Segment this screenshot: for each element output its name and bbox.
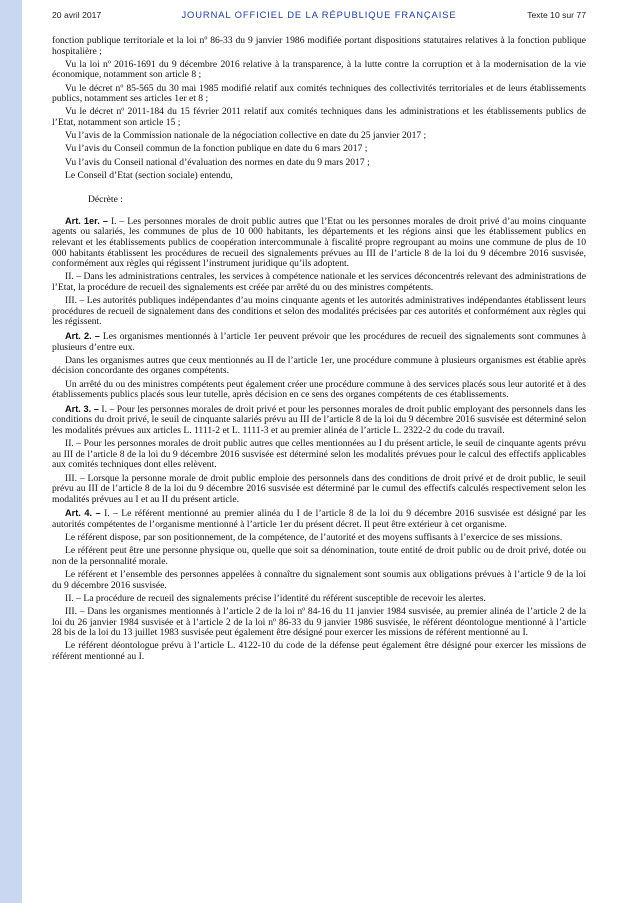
visa-paragraph: Vu le décret nº 85-565 du 30 mai 1985 modifié relatif aux comités techniques des collectivités territoriales et de leurs établissements publics, notamment ses articles 1er et 8 ; xyxy=(52,82,586,105)
visa-paragraph: Vu l’avis du Conseil commun de la fonction publique en date du 6 mars 2017 ; xyxy=(65,143,368,155)
paragraph: fonction publique territoriale et la loi nº 86-33 du 9 janvier 1986 modifiée portant dispositions statutaires relatives à la fonction publique hospitalière ; xyxy=(52,35,586,57)
article-paragraph: II. – Pour les personnes morales de droit public autres que celles mentionnées au I du présent article, le seuil de cinquante agents prévu au III de l’article 8 de la loi du 9 décembre 2016 susvisée est déterminé selon les modalités prévues pour le calcul des effectifs applicables aux comités techniques dont elles relèvent. xyxy=(52,438,586,471)
article-paragraph: Le référent peut être une personne physique ou, quelle que soit sa dénomination, toute entité de droit public ou de droit privé, dotée ou non de la personnalité morale. xyxy=(52,545,586,567)
left-margin-bar xyxy=(0,0,22,903)
page-header xyxy=(52,10,586,24)
visa-paragraph: Le Conseil d’Etat (section sociale) entendu, xyxy=(65,169,233,181)
article-text: I. – Le référent mentionné au premier alinéa du I de l’article 8 de la loi du 9 décembre 2016 susvisée est désigné par les autorités compétentes de l’organisme mentionné à l’article 1er du présent décret. Il peut être extérieur à cet organisme. xyxy=(52,508,587,530)
article-paragraph: Dans les organismes autres que ceux mentionnés au II de l’article 1er, une procédure commune à plusieurs organismes est établie après décision concordante des organes compétents. xyxy=(52,354,586,377)
article-paragraph: III. – Dans les organismes mentionnés à l’article 2 de la loi nº 84-16 du 11 janvier 1984 susvisée, au premier alinéa de l’article 2 de la loi du 26 janvier 1984 susvisée et à l’article 2 de la loi nº 86-33 du 9 janvier 1986 susvisée, le référent déontologue mentionné à l’article 28 bis de la loi du 13 juillet 1983 susvisée peut également être désigné pour exercer les missions de référent mentionné au I. xyxy=(52,606,586,639)
header-date: 20 avril 2017 xyxy=(52,10,102,20)
article-title: Art. 2. – xyxy=(65,331,100,341)
article-paragraph: III. – Lorsque la personne morale de droit public emploie des personnels dans des conditions de droit privé et de droit public, le seuil prévu au III de l’article 8 de la loi du 9 décembre 2016 susvisée est déterminé par le cumul des effectifs calculés respectivement selon les modalités prévues au I et au II du présent article. xyxy=(52,472,586,505)
article-text: I. – Pour les personnes morales de droit privé et pour les personnes morales de droit public employant des personnels dans les conditions du droit privé, le seuil de cinquante salariés prévu au III de l’article 8 de la loi du 9 décembre 2016 susvisée est déterminé selon les modalités prévues aux articles L. 1111-2 et L. 1111-3 et au premier alinéa de l’article L. 2322-2 du code du travail. xyxy=(52,403,587,436)
journal-title: JOURNAL OFFICIEL DE LA RÉPUBLIQUE FRANÇAISE xyxy=(181,9,457,20)
visa-paragraph: Vu la loi nº 2016-1691 du 9 décembre 2016 relative à la transparence, à la lutte contre la corruption et à la modernisation de la vie économique, notamment son article 8 ; xyxy=(52,58,586,81)
visa-paragraph: Vu l’avis de la Commission nationale de la négociation collective en date du 25 janvier 2017 ; xyxy=(65,130,427,142)
page-number: Texte 10 sur 77 xyxy=(527,10,586,20)
document-body xyxy=(52,36,586,665)
article-title: Art. 4. – xyxy=(65,508,101,519)
article-text: Les organismes mentionnés à l’article 1er peuvent prévoir que les procédures de recueil des signalements sont communes à plusieurs d’entre eux. xyxy=(52,331,586,353)
article-paragraph: III. – Les autorités publiques indépendantes d’au moins cinquante agents et les autorités administratives indépendantes établissent leurs procédures de recueil de signalement dans des conditions et selon des modalités précisées par ces autorités et conformément aux règles qui les régissent. xyxy=(52,295,586,328)
article-title: Art. 3. – xyxy=(65,403,99,414)
article-4 xyxy=(52,508,586,530)
visa-paragraph: Vu l’avis du Conseil national d’évaluation des normes en date du 9 mars 2017 ; xyxy=(65,156,370,168)
article-paragraph: Le référent déontologue prévu à l’article L. 4122-10 du code de la défense peut également être désigné pour exercer les missions de référent mentionné au I. xyxy=(52,640,586,662)
article-1 xyxy=(52,216,586,270)
visa-paragraph: Vu le décret nº 2011-184 du 15 février 2011 relatif aux comités techniques dans les administrations et les établissements publics de l’Etat, notamment son article 15 ; xyxy=(52,106,586,128)
article-text: I. – Les personnes morales de droit public autres que l’Etat ou les personnes morales de droit privé d’au moins cinquante agents ou salariés, les communes de plus de 10 000 habitants, les départements et les régions ainsi que les établissement publics en relevant et les établissements publics de coopération intercommunale à fiscalité propre regroupant au moins une commune de plus de 10 000 habitants établissent les procédures de recueil des signalements prévues au III de l’article 8 de la loi du 9 décembre 2016 susvisée, conformément aux règles qui régissent l’instrument juridique qu’ils adoptent. xyxy=(52,215,586,270)
article-3 xyxy=(52,404,586,437)
article-paragraph: II. – Dans les administrations centrales, les services à compétence nationale et les services déconcentrés relevant des administrations de l’Etat, la procédure de recueil des signalements est créée par arrêté du ou des ministres compétents. xyxy=(52,271,586,294)
article-paragraph: II. – La procédure de recueil des signalements précise l’identité du référent susceptible de recevoir les alertes. xyxy=(65,592,486,604)
article-2 xyxy=(52,331,586,353)
decree-heading: Décrète : xyxy=(88,194,123,206)
article-paragraph: Le référent dispose, par son positionnement, de la compétence, de l’autorité et des moyens suffisants à l’exercice de ses missions. xyxy=(65,532,563,544)
article-paragraph: Le référent et l’ensemble des personnes appelées à connaître du signalement sont soumis aux obligations prévues à l’article 9 de la loi du 9 décembre 2016 susvisée. xyxy=(52,569,586,591)
article-paragraph: Un arrêté du ou des ministres compétents peut également créer une procédure commune à des services placés sous leur autorité et à des établissements publics placés sous leur tutelle, après décision en ce sens des organes compétents de ces établissements. xyxy=(52,378,586,401)
article-title: Art. 1er. – xyxy=(65,215,108,226)
